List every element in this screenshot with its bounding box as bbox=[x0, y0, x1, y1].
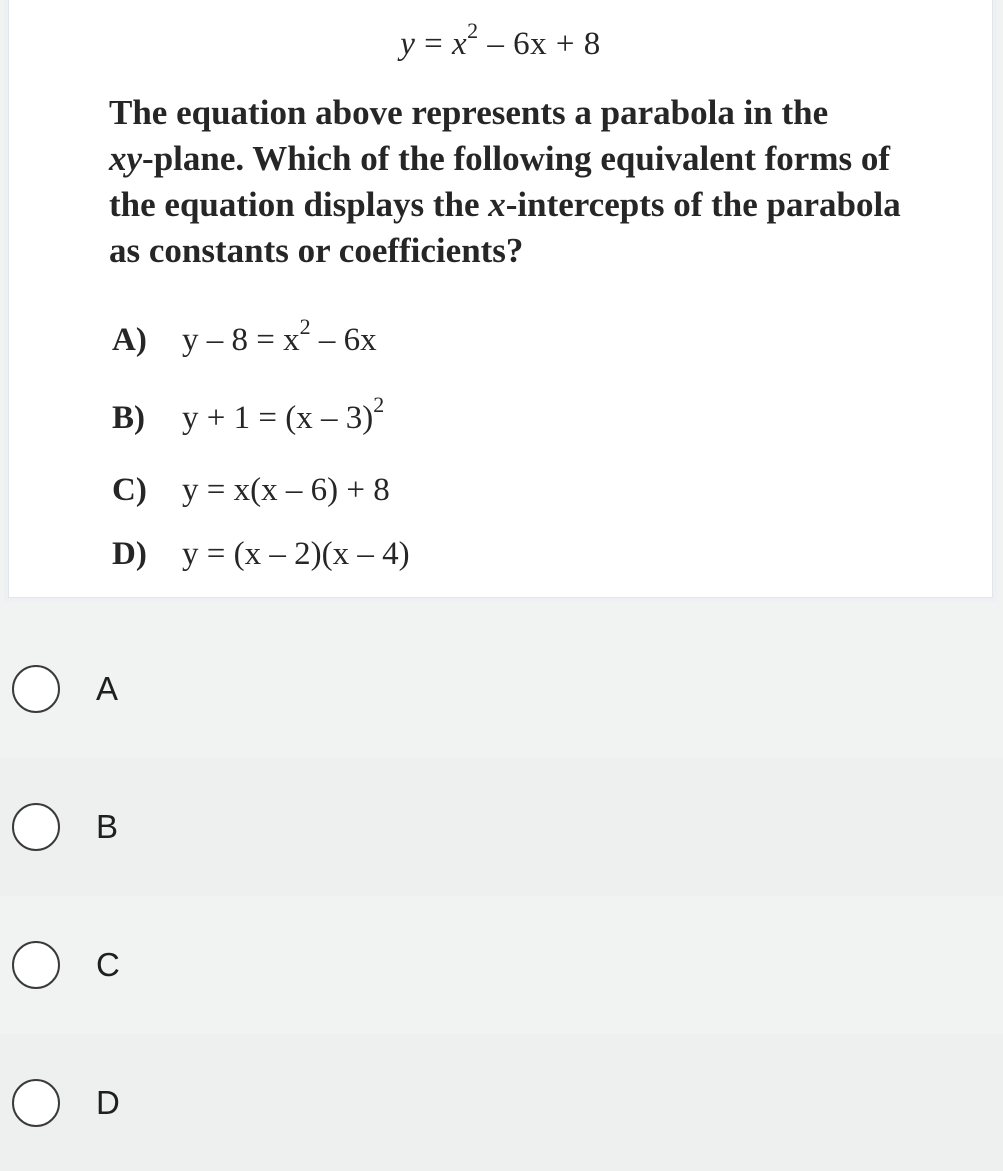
answer-option-d[interactable] bbox=[0, 1034, 1003, 1171]
answer-option-c[interactable] bbox=[0, 896, 1003, 1034]
equation-equals: = bbox=[415, 26, 452, 62]
radio-a[interactable] bbox=[12, 665, 60, 713]
prompt-line-4: as constants or coefficients? bbox=[109, 231, 524, 270]
equation-exponent: 2 bbox=[467, 18, 479, 43]
radio-d[interactable] bbox=[12, 1079, 60, 1127]
answer-option-a[interactable] bbox=[0, 620, 1003, 758]
choice-b-exponent: 2 bbox=[373, 392, 385, 417]
choice-a-letter: A) bbox=[112, 322, 147, 358]
answer-option-d-label: D bbox=[96, 1084, 120, 1121]
choice-c-letter: C) bbox=[112, 472, 147, 508]
answer-option-b[interactable] bbox=[0, 758, 1003, 896]
choice-a-exponent: 2 bbox=[299, 314, 311, 339]
choice-a-expression-end: – 6x bbox=[310, 322, 377, 358]
answer-option-c-label: C bbox=[96, 946, 120, 983]
prompt-line-2 bbox=[109, 136, 989, 182]
prompt-line-1: The equation above represents a parabola in the bbox=[109, 93, 829, 132]
answer-option-a-label: A bbox=[96, 670, 119, 707]
equation-y: y bbox=[400, 26, 416, 62]
prompt-line-3-b: -intercepts of the parabola bbox=[505, 185, 901, 224]
choice-b-letter: B) bbox=[112, 400, 145, 436]
equation-rest: – 6x + 8 bbox=[478, 26, 601, 62]
choice-d bbox=[112, 532, 410, 573]
prompt-line-3-a: the equation displays the bbox=[109, 185, 489, 224]
choice-d-letter: D) bbox=[112, 536, 147, 572]
choice-a bbox=[112, 314, 377, 359]
choice-a-expression: y – 8 = x bbox=[182, 322, 300, 358]
choice-c-expression: y = x(x – 6) + 8 bbox=[182, 472, 390, 508]
radio-c[interactable] bbox=[12, 941, 60, 989]
choice-c bbox=[112, 468, 390, 509]
prompt-xy: xy bbox=[109, 139, 143, 178]
prompt-x: x bbox=[488, 185, 506, 224]
prompt-line-3 bbox=[109, 182, 989, 228]
equation bbox=[9, 18, 992, 63]
equation-x: x bbox=[452, 26, 468, 62]
question-image bbox=[8, 0, 993, 598]
answer-option-b-label: B bbox=[96, 808, 119, 845]
choice-b bbox=[112, 392, 385, 437]
radio-b[interactable] bbox=[12, 803, 60, 851]
question-prompt bbox=[109, 90, 989, 274]
prompt-line-2-rest: -plane. Which of the following equivalent forms of bbox=[142, 139, 891, 178]
choice-d-expression: y = (x – 2)(x – 4) bbox=[182, 536, 410, 572]
choice-b-expression: y + 1 = (x – 3) bbox=[182, 400, 374, 436]
